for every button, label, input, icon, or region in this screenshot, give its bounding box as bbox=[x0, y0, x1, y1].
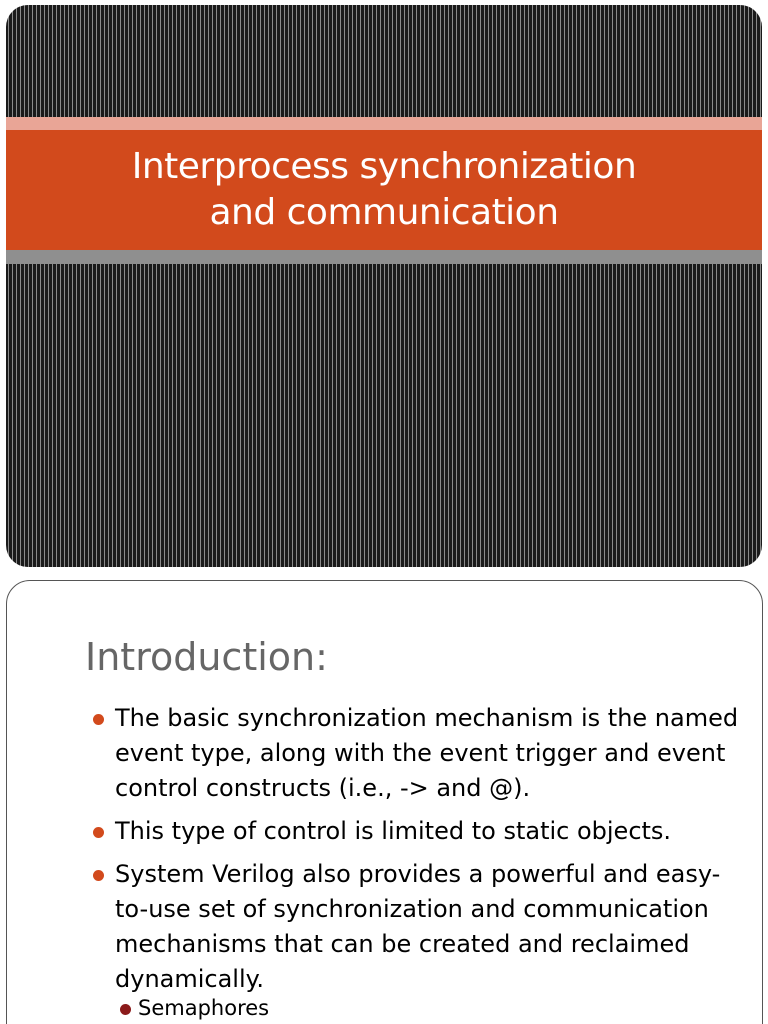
bullet-text: This type of control is limited to static objects. bbox=[115, 817, 672, 845]
title-bottom-stripe bbox=[6, 250, 762, 264]
slide-title-line2: and communication bbox=[209, 192, 559, 233]
bullet-item bbox=[91, 701, 741, 806]
title-slide bbox=[6, 5, 762, 567]
bullet-text: System Verilog also provides a powerful and easy-to-use set of synchronization and communication mechanisms that can be created and reclaimed dynamically. bbox=[115, 860, 721, 993]
title-top-stripe bbox=[6, 117, 762, 130]
sub-bullet-list bbox=[120, 993, 269, 1023]
slide-heading: Introduction: bbox=[85, 635, 328, 679]
slide-title bbox=[132, 144, 637, 236]
slide-title-line1: Interprocess synchronization bbox=[131, 146, 637, 187]
bullet-dot-icon bbox=[93, 714, 104, 725]
bullet-text: The basic synchronization mechanism is the named event type, along with the event trigger and event control constructs (i.e., -> and @). bbox=[115, 704, 739, 802]
bullet-list bbox=[91, 701, 741, 1005]
sub-bullet-dot-icon bbox=[120, 1004, 131, 1015]
sub-bullet-text: Semaphores bbox=[138, 996, 270, 1020]
title-band bbox=[6, 130, 762, 250]
bullet-item bbox=[91, 857, 741, 997]
bullet-dot-icon bbox=[93, 870, 104, 881]
bullet-item bbox=[91, 814, 741, 849]
sub-bullet-item bbox=[120, 993, 269, 1023]
content-slide bbox=[6, 580, 763, 1024]
bullet-dot-icon bbox=[93, 827, 104, 838]
